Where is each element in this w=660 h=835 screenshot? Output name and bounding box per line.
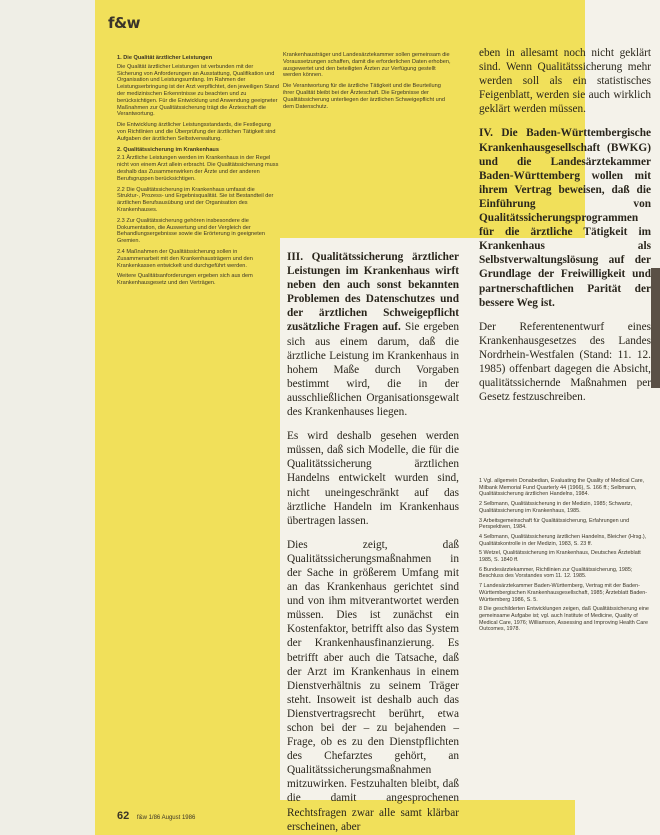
left-paragraph: Weitere Qualitätsanforderungen ergeben sich aus dem Krankenhausgesetz und den Verträgen.	[117, 273, 253, 287]
references-list	[479, 478, 655, 808]
reference-item: 3 Arbeitsgemeinschaft für Qualitätssicherung, Erfahrungen und Perspektiven, 1984.	[479, 517, 630, 531]
page-edge-shadow	[651, 268, 660, 388]
right-paragraph: Der Referentenentwurf eines Krankenhausgesetzes des Landes Nordrhein-Westfalen (Stand: 11. 12. 1985) offenbart dagegen die Absicht, qualitätssichernde Maßnahmen per Gesetz festzuschreiben.	[479, 320, 651, 404]
section-4-heading: IV. Die Baden-Württembergische Krankenhausgesellschaft (BWKG) und die Landesärztekammer Baden-Württemberg wollen mit ihrem Vertrag beweisen, daß die Einführung von Qualitätssicherungsprogrammen für die ärztliche Tätigkeit im Krankenhaus als Selbstverwaltungslösung auf der Grundlage der Freiwilligkeit und partnerschaftlichen Parität der bessere Weg ist.	[479, 127, 651, 309]
right-paragraph: eben in allesamt noch nicht geklärt sind. Wenn Qualitätssicherung mehr werden soll als ein statistisches Feigenblatt, werden sie auch wirklich geklärt werden müssen.	[479, 47, 651, 116]
section-3-heading: III. Qualitätssicherung ärztlicher Leistungen im Krankenhaus wirft neben den auch sonst bekannten Problemen des Datenschutzes und der ärztlichen Schweigepflicht zusätzliche Fragen auf.	[287, 251, 459, 334]
reference-item: 1 Vgl. allgemein Donabedian, Evaluating the Quality of Medical Care, Milbank Memorial Fund Quarterly 44 (1966), S. 166 ff.; Selbmann, Qualitätssicherung ärztlichen Handelns, 1984.	[479, 478, 645, 498]
section-3-text: Sie ergeben sich aus einem darum, daß die ärztliche Leistung im Krankenhaus in hohem Maße durch Vorgaben bestimmt wird, die in der ausschließlichen Organisationsgewalt des Krankenhauses liegen.	[287, 321, 460, 419]
magazine-logo: f&w	[108, 14, 140, 32]
left-heading-2: 2. Qualitätssicherung im Krankenhaus	[117, 146, 219, 153]
left-paragraph: Die Entwicklung ärztlicher Leistungsstandards, die Festlegung von Richtlinien und die Überprüfung der ärztlichen Tätigkeit sind Aufgaben der ärztlichen Selbstverwaltung.	[117, 122, 276, 142]
reference-item: 2 Selbmann, Qualitätssicherung in der Medizin, 1985; Schwartz, Qualitätssicherung im Krankenhaus, 1985.	[479, 501, 633, 514]
left-paragraph: 2.2 Die Qualitätssicherung im Krankenhaus umfasst die Struktur-, Prozess- und Ergebnisqualität. Sie ist Bestandteil der ärztlichen Berufsausübung und der Organisation des Krankenhauses.	[117, 186, 274, 213]
section-3-paragraph	[287, 250, 459, 419]
left-paragraph: 2.1 Ärztliche Leistungen werden im Krankenhaus in der Regel nicht von einem Arzt allein erbracht. Die Qualitätssicherung muss deshalb das Zusammenwirken der Ärzte und der anderen Berufsgruppen berücksichtigen.	[117, 155, 279, 182]
page-number: 62	[117, 810, 130, 822]
middle-paragraph: Dies zeigt, daß Qualitätssicherungsmaßnahmen in der Sache in größerem Umfang mit an das Krankenhaus gerichtet sind und von ihm mitverantwortet werden müssen. Dies ist zunächst ein Kostenfaktor, betrifft also das System der Krankenhausfinanzierung. Es betrifft aber auch die Tatsache, daß der Arzt im Krankenhaus in einem Dienstverhältnis zu seinem Träger steht. Insoweit ist deshalb auch das Dienstvertragsrecht berührt, etwa schon bei der – zu bejahenden – Frage, ob es zu den Dienstpflichten des Chefarztes gehört, an Qualitätssicherungsmaßnahmen mitzuwirken. Festzuhalten bleibt, daß die damit angesprochenen Rechtsfragen zwar alle samt klärbar erscheinen, aber	[287, 538, 459, 833]
middle-paragraph: Es wird deshalb gesehen werden müssen, daß sich Modelle, die für die Qualitätssicherung ärztlichen Handelns entwickelt wurden sind, nicht uneingeschränkt auf das ärztliche Handeln im Krankenhaus übertragen lassen.	[287, 430, 459, 527]
middle-top-column	[283, 52, 451, 232]
left-column	[117, 52, 279, 800]
reference-item: 8 Die geschilderten Entwicklungen zeigen, daß Qualitätssicherung eine gemeinsame Aufgabe ist; vgl. auch Institute of Medicine, Quality of Medical Care, 1976; Williamson, Assessing and Improving Health Care Outcomes, 1978.	[479, 606, 649, 633]
middle-top-paragraph: Die Verantwortung für die ärztliche Tätigkeit und die Beurteilung ihrer Qualität bleibt bei der Ärzteschaft. Die Ergebnisse der Qualitätssicherung unterliegen der ärztlichen Schweigepflicht und dem Datenschutz.	[283, 83, 446, 110]
reference-item: 6 Bundesärztekammer, Richtlinien zur Qualitätssicherung, 1985; Beschluss des Vorstandes vom 11. 12. 1985.	[479, 566, 633, 580]
left-paragraph: 2.3 Zur Qualitätssicherung gehören insbesondere die Dokumentation, die Auswertung und der Vergleich der Behandlungsergebnisse sowie die Erörterung in geeigneten Gremien.	[117, 217, 266, 245]
reference-item: 5 Wetzel, Qualitätssicherung im Krankenhaus, Deutsches Ärzteblatt 1985, S. 1840 ff.	[479, 550, 641, 564]
right-column	[479, 46, 651, 404]
reference-item: 4 Selbmann, Qualitätssicherung ärztlichen Handelns, Bleicher (Hrsg.), Qualitätskontrolle in der Medizin, 1983, S. 23 ff.	[479, 533, 647, 547]
middle-column	[287, 250, 460, 833]
middle-top-paragraph: Krankenhausträger und Landesärztekammer sollen gemeinsam die Voraussetzungen schaffen, damit die erforderlichen Daten erhoben, ausgewertet und den beteiligten Ärzten zur Verfügung gestellt werden können.	[283, 52, 451, 79]
left-paragraph: Die Qualität ärztlicher Leistungen ist verbunden mit der Sicherung von Anforderungen an Ausstattung, Qualifikation und Organisation und Leistungsumfang. Im Rahmen der Leistungserbringung ist der Arzt verpflichtet, den jeweiligen Stand der medizinischen Erkenntnisse zu beachten und zu berücksichtigen. Für die Entwicklung und Anwendung geeigneter Maßnahmen zur Qualitätssicherung trägt die Ärzteschaft die Verantwortung.	[117, 63, 280, 118]
page-footer	[117, 810, 195, 822]
left-paragraph: 2.4 Maßnahmen der Qualitätssicherung sollen in Zusammenarbeit mit den Krankenhausträgern und den Krankenkassen entwickelt und durchgeführt werden.	[117, 248, 253, 269]
footer-source: f&w 1/86 August 1986	[136, 815, 196, 821]
left-heading-1: 1. Die Qualität ärztlicher Leistungen	[117, 55, 213, 61]
reference-item: 7 Landesärztekammer Baden-Württemberg, Vertrag mit der Baden-Württembergischen Krankenhausgesellschaft, 1985; Ärzteblatt Baden-Württemberg 1986, S. 5.	[479, 583, 648, 603]
